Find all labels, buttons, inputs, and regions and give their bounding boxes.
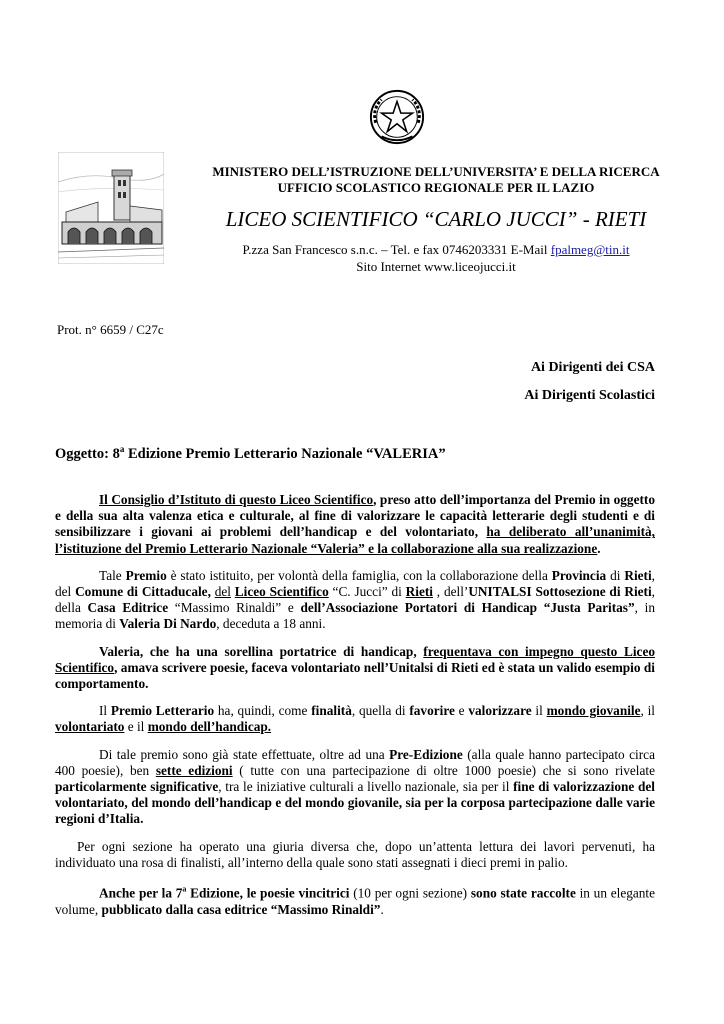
paragraph-volume: Anche per la 7$^a$ Edizione, le poesie vincitrici (10 per ogni sezione) sono state raccolte in un elegante volume, pubblicato dalla casa editrice “Massimo Rinaldi”. <box>55 885 656 917</box>
paragraph-prize: Tale Premio è stato istituito, per volontà della famiglia, con la collaborazione della Provincia di Rieti, del Comune di Cittaducale, del Liceo Scientifico “C. Jucci” di Rieti , dell’UNITALSI Sottosezione di Rieti, della Casa Editrice “Massimo Rinaldi” e dell’Associazione Portatori di Handicap “Justa Paritas”, in memoria di Valeria Di Nardo, deceduta a 18 anni. <box>55 567 656 632</box>
paragraph-editions: Di tale premio sono già state effettuate, oltre ad una Pre-Edizione (alla quale hanno partecipato circa 400 poesie), ben sette edizioni ( tutte con una partecipazione di oltre 1000 poesie) che si sono rivelate particolarmente significative, tra le iniziative culturali a livello nazionale, sia per il fine di valorizzazione del volontariato, del mondo dell’handicap e del mondo giovanile, sia per la corposa partecipazione dalle varie regioni d’Italia. <box>55 746 656 827</box>
school-website: Sito Internet www.liceojucci.it <box>356 259 516 274</box>
recipient-csa: Ai Dirigenti dei CSA <box>530 360 655 375</box>
paragraph-valeria: Valeria, che ha una sorellina portatrice di handicap, frequentava con impegno questo Liceo Scientifico, amava scrivere poesie, faceva volontariato nell’Unitalsi di Rieti ed è stata un valido esempio di comportamento. <box>55 643 655 692</box>
school-address <box>166 242 706 257</box>
address-text: P.zza San Francesco s.n.c. – Tel. e fax 0746203331 E-Mail <box>242 242 548 257</box>
protocol-number: Prot. n° 6659 / C27c <box>57 322 164 337</box>
email-link[interactable]: fpalmeg@tin.it <box>550 242 630 257</box>
paragraph-council: Il Consiglio d’Istituto di questo Liceo Scientifico, preso atto dell’importanza del Premio in oggetto e della sua alta valenza etica e culturale, al fine di valorizzare le capacità letterarie degli studenti e di sensibilizzare i giovani ai problemi dell’handicap e del volontariato, ha deliberato all’unanimità, l’istituzione del Premio Letterario Nazionale “Valeria” e la collaborazione alla sua realizzazione. <box>55 492 655 556</box>
recipient-schools: Ai Dirigenti Scolastici <box>524 388 655 403</box>
school-name: LICEO SCIENTIFICO “CARLO JUCCI” - RIETI <box>225 207 647 231</box>
republic-emblem-icon <box>368 88 426 146</box>
letter-body <box>55 492 655 929</box>
letter-subject: Oggetto: 8$^a$ Edizione Premio Letterario Nazionale “VALERIA” <box>55 444 446 462</box>
paragraph-jury: Per ogni sezione ha operato una giuria diversa che, dopo un’attenta lettura dei lavori pervenuti, ha individuato una rosa di finalisti, all’interno della quale sono stati assegnati i dieci premi in palio. <box>55 838 655 870</box>
school-building-image <box>58 152 164 264</box>
ministry-name: MINISTERO DELL’ISTRUZIONE DELL’UNIVERSITA’ E DELLA RICERCA <box>212 164 660 179</box>
paragraph-aims: Il Premio Letterario ha, quindi, come finalità, quella di favorire e valorizzare il mondo giovanile, il volontariato e il mondo dell’handicap. <box>55 703 656 735</box>
regional-office: UFFICIO SCOLASTICO REGIONALE PER IL LAZIO <box>277 180 595 195</box>
